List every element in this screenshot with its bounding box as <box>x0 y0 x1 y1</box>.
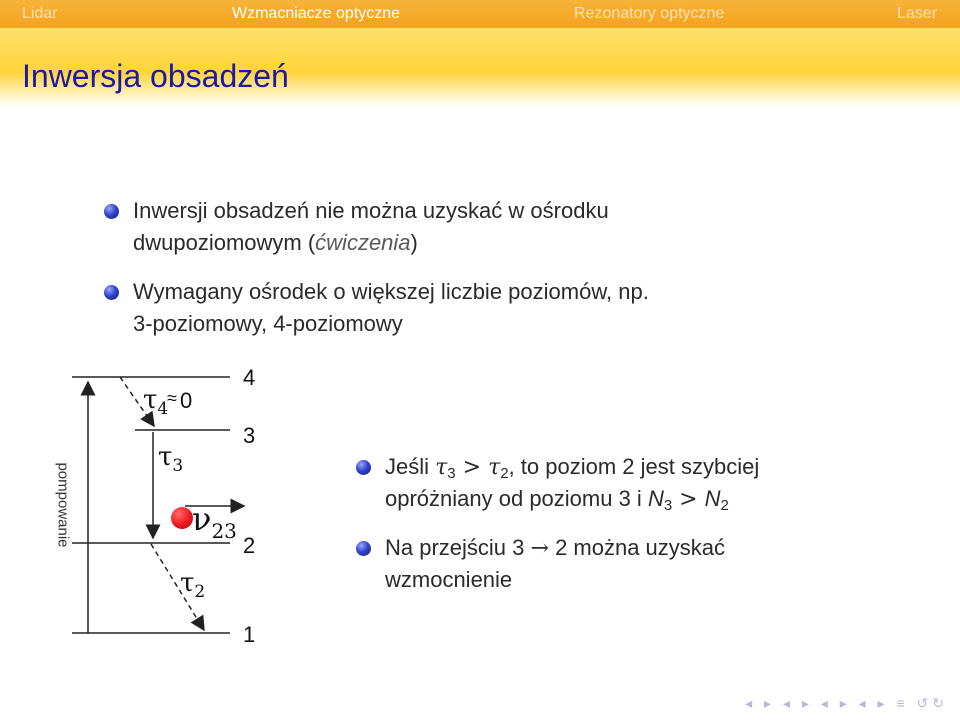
rb1-gt2: > <box>672 487 705 512</box>
rb1-N3: N <box>647 486 664 511</box>
bullet-1-paren: ) <box>410 230 418 255</box>
rb2-text-b: 2 można uzyskać <box>548 535 726 560</box>
nav-item-optical-resonators[interactable]: Rezonatory optyczne <box>574 5 725 22</box>
nu23-label <box>192 500 237 543</box>
level-4-label: 4 <box>243 365 256 390</box>
pumping-label: pompowanie <box>54 462 72 548</box>
rb1-line2-text: opróżniany od poziomu 3 i <box>385 486 648 511</box>
tau4-subscript: 4 <box>157 399 169 419</box>
rb1-N3-sub: 3 <box>663 497 673 514</box>
bullet-icon <box>356 541 371 556</box>
tau2-label <box>180 568 205 602</box>
bullet-1-text: dwupoziomowym ( <box>133 230 316 255</box>
rb1-tau3-sub: 3 <box>447 465 456 482</box>
rb1-N2-sub: 2 <box>720 497 729 514</box>
tau4-approx: ≈ <box>167 388 177 408</box>
nav-item-optical-amplifiers[interactable]: Wzmacniacze optyczne <box>232 5 401 22</box>
bullet-1-line-1: Inwersji obsadzeń nie można uzyskać w ośrodku <box>133 198 609 223</box>
tau3-symbol: τ <box>158 442 173 472</box>
tau4-symbol: τ <box>143 385 158 415</box>
rb1-N2: N <box>704 486 721 511</box>
tau3-subscript: 3 <box>172 456 184 476</box>
rb1-gt: > <box>455 455 489 480</box>
right-bullet-2-line-1 <box>385 533 725 564</box>
rb1-tau3: τ <box>435 455 448 480</box>
level-1-label: 1 <box>243 622 256 647</box>
rb1-tau2: τ <box>488 455 501 480</box>
right-bullet-1-line-2 <box>385 484 729 521</box>
rb2-text-a: Na przejściu 3 <box>385 535 531 560</box>
tau4-label <box>143 385 168 419</box>
beamer-navigation-controls[interactable]: ◂ ▸ ◂ ▸ ◂ ▸ ◂ ▸ ≡ ↺↻ <box>745 695 948 711</box>
right-bullet-2-line-2: wzmocnienie <box>385 567 513 592</box>
tau2-subscript: 2 <box>194 582 206 602</box>
level-2-label: 2 <box>243 533 256 558</box>
tau4-zero: 0 <box>180 388 193 413</box>
rb1-text-b: , to poziom 2 jest szybciej <box>508 454 760 479</box>
nav-item-lidar[interactable]: Lidar <box>22 5 58 22</box>
bullet-2-line-1: Wymagany ośrodek o większej liczbie poziomów, np. <box>133 279 649 304</box>
tau2-symbol: τ <box>180 568 195 598</box>
nu-symbol: ν <box>192 500 212 538</box>
nav-item-laser[interactable]: Laser <box>897 5 938 22</box>
rb2-arrow: → <box>530 536 549 561</box>
level-3-label: 3 <box>243 423 256 448</box>
photon-dot <box>171 507 193 529</box>
slide-title: Inwersja obsadzeń <box>22 58 289 94</box>
tau3-label <box>158 442 183 476</box>
bullet-2-line-2: 3-poziomowy, 4-poziomowy <box>133 311 403 336</box>
rb1-text-a: Jeśli <box>385 454 436 479</box>
bullet-icon <box>356 460 371 475</box>
nu-subscript: 23 <box>211 519 237 543</box>
exercises-link[interactable]: ćwiczenia <box>315 230 411 255</box>
rb1-tau2-sub: 2 <box>500 465 509 482</box>
